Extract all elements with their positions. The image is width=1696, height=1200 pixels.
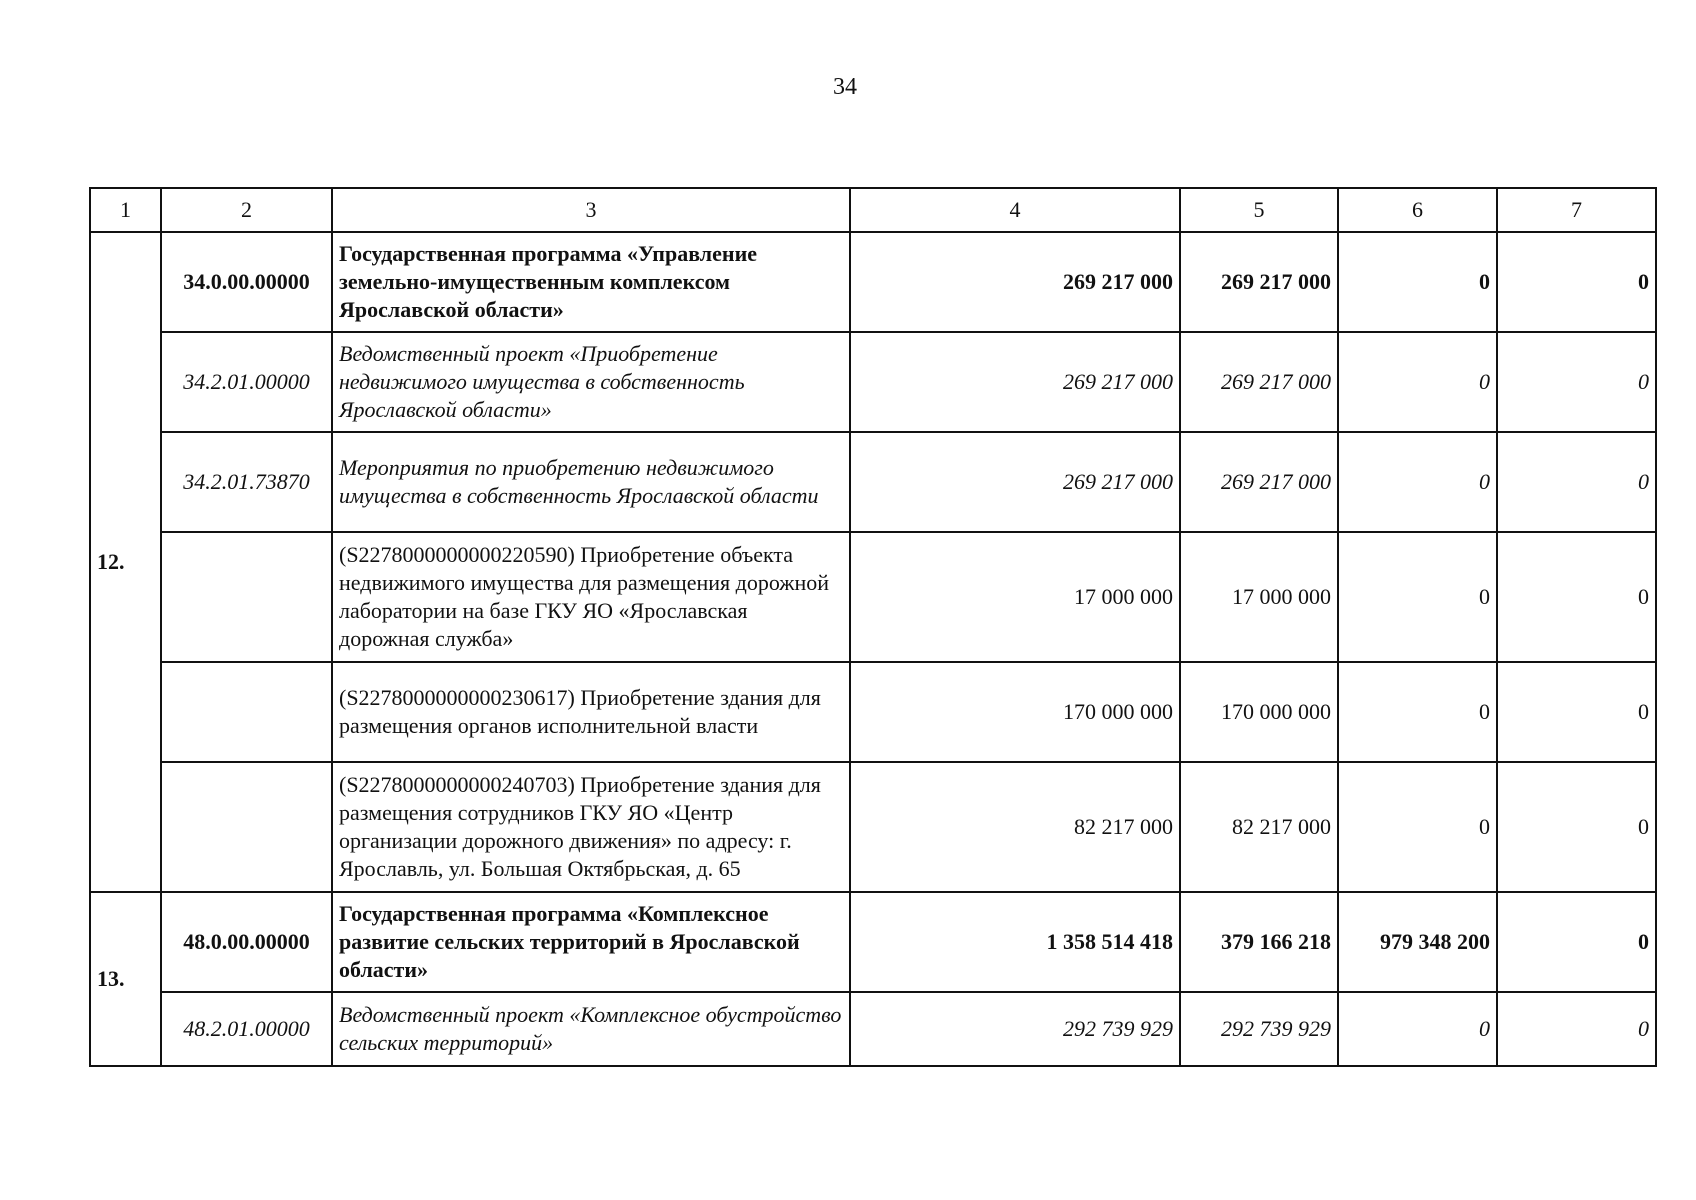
table-row bbox=[90, 892, 1656, 992]
row-name: Ведомственный проект «Приобретение недвижимого имущества в собственность Ярославской области» bbox=[332, 332, 850, 432]
row-value-6: 0 bbox=[1338, 662, 1497, 762]
row-name: (S2278000000000240703) Приобретение здания для размещения сотрудников ГКУ ЯО «Центр организации дорожного движения» по адресу: г. Ярославль, ул. Большая Октябрьская, д. 65 bbox=[332, 762, 850, 892]
row-value-6: 0 bbox=[1338, 432, 1497, 532]
row-value-6: 979 348 200 bbox=[1338, 892, 1497, 992]
row-value-6: 0 bbox=[1338, 532, 1497, 662]
row-name: (S2278000000000220590) Приобретение объекта недвижимого имущества для размещения дорожной лаборатории на базе ГКУ ЯО «Ярославская дорожная служба» bbox=[332, 532, 850, 662]
col-header-2: 2 bbox=[161, 188, 332, 232]
row-code: 34.2.01.73870 bbox=[161, 432, 332, 532]
row-value-7: 0 bbox=[1497, 762, 1656, 892]
table-row bbox=[90, 662, 1656, 762]
row-name: Ведомственный проект «Комплексное обустройство сельских территорий» bbox=[332, 992, 850, 1066]
row-code: 34.0.00.00000 bbox=[161, 232, 332, 332]
row-code: 48.0.00.00000 bbox=[161, 892, 332, 992]
row-value-5: 82 217 000 bbox=[1180, 762, 1338, 892]
row-value-7: 0 bbox=[1497, 432, 1656, 532]
row-value-4: 269 217 000 bbox=[850, 432, 1180, 532]
col-header-7: 7 bbox=[1497, 188, 1656, 232]
table-row bbox=[90, 332, 1656, 432]
row-value-4: 1 358 514 418 bbox=[850, 892, 1180, 992]
row-name: Государственная программа «Управление земельно-имущественным комплексом Ярославской области» bbox=[332, 232, 850, 332]
row-value-7: 0 bbox=[1497, 232, 1656, 332]
row-value-7: 0 bbox=[1497, 992, 1656, 1066]
row-code bbox=[161, 532, 332, 662]
row-value-4: 170 000 000 bbox=[850, 662, 1180, 762]
row-value-5: 269 217 000 bbox=[1180, 232, 1338, 332]
budget-table bbox=[89, 187, 1657, 1067]
row-code: 48.2.01.00000 bbox=[161, 992, 332, 1066]
group-number: 13. bbox=[90, 892, 161, 1066]
row-code: 34.2.01.00000 bbox=[161, 332, 332, 432]
col-header-4: 4 bbox=[850, 188, 1180, 232]
row-value-4: 82 217 000 bbox=[850, 762, 1180, 892]
row-value-7: 0 bbox=[1497, 662, 1656, 762]
page-number: 34 bbox=[833, 74, 857, 100]
row-value-7: 0 bbox=[1497, 332, 1656, 432]
row-value-5: 379 166 218 bbox=[1180, 892, 1338, 992]
table-row bbox=[90, 532, 1656, 662]
table-row bbox=[90, 762, 1656, 892]
col-header-5: 5 bbox=[1180, 188, 1338, 232]
row-value-6: 0 bbox=[1338, 332, 1497, 432]
header-row bbox=[90, 188, 1656, 232]
row-value-4: 269 217 000 bbox=[850, 232, 1180, 332]
table-row bbox=[90, 992, 1656, 1066]
row-code bbox=[161, 662, 332, 762]
row-value-5: 269 217 000 bbox=[1180, 332, 1338, 432]
row-value-4: 292 739 929 bbox=[850, 992, 1180, 1066]
row-value-7: 0 bbox=[1497, 892, 1656, 992]
row-value-5: 170 000 000 bbox=[1180, 662, 1338, 762]
row-value-6: 0 bbox=[1338, 762, 1497, 892]
row-name: (S2278000000000230617) Приобретение здания для размещения органов исполнительной власти bbox=[332, 662, 850, 762]
col-header-6: 6 bbox=[1338, 188, 1497, 232]
table-row bbox=[90, 432, 1656, 532]
row-name: Государственная программа «Комплексное развитие сельских территорий в Ярославской области» bbox=[332, 892, 850, 992]
row-value-4: 17 000 000 bbox=[850, 532, 1180, 662]
row-value-6: 0 bbox=[1338, 992, 1497, 1066]
row-value-6: 0 bbox=[1338, 232, 1497, 332]
row-value-5: 269 217 000 bbox=[1180, 432, 1338, 532]
row-value-5: 292 739 929 bbox=[1180, 992, 1338, 1066]
row-name: Мероприятия по приобретению недвижимого имущества в собственность Ярославской области bbox=[332, 432, 850, 532]
col-header-3: 3 bbox=[332, 188, 850, 232]
row-value-7: 0 bbox=[1497, 532, 1656, 662]
row-value-5: 17 000 000 bbox=[1180, 532, 1338, 662]
col-header-1: 1 bbox=[90, 188, 161, 232]
table-row bbox=[90, 232, 1656, 332]
row-value-4: 269 217 000 bbox=[850, 332, 1180, 432]
row-code bbox=[161, 762, 332, 892]
group-number: 12. bbox=[90, 232, 161, 892]
